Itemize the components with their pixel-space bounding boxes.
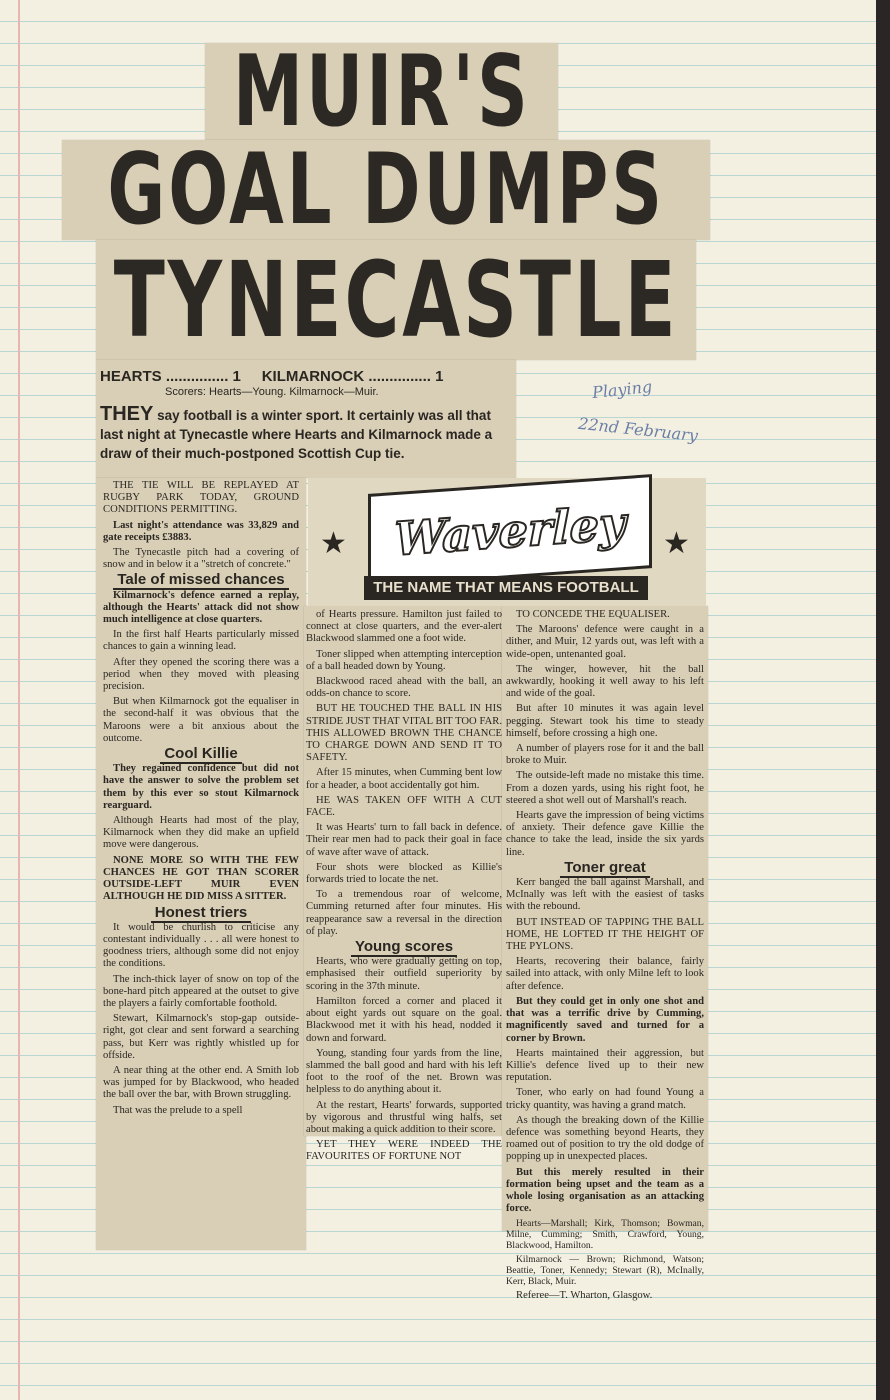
article-column-2 [306, 609, 502, 1167]
hearts-lineup: Hearts—Marshall; Kirk, Thomson; Bowman, Milne, Cumming; Smith, Crawford, Young, Blackwood, Hamilton. [506, 1218, 704, 1252]
intro-text: say football is a winter sport. It certainly was all that last night at Tynecastle where Hearts and Kilmarnock made a draw of their much-postponed Scottish Cup tie. [100, 408, 493, 461]
headline-text-3: TYNECASTLE [113, 240, 679, 360]
subheading-text: Tale of missed chances [113, 571, 288, 590]
paragraph: The winger, however, hit the ball awkwardly, hooking it well away to his left and wide of the goal. [506, 663, 704, 700]
paragraph: Hearts, recovering their balance, fairly sailed into attack, with only Milne left to look after defence. [506, 956, 704, 992]
intro-dropcap: THEY [100, 403, 154, 425]
paragraph: Hearts, who were gradually getting on top, emphasised their outfield superiority by scoring in the 37th minute. [306, 956, 502, 992]
home-goals: 1 [232, 368, 241, 385]
subheading-text: Toner great [560, 859, 649, 878]
paragraph: The inch-thick layer of snow on top of the bone-hard pitch appeared at the outset to give the players a fairly comfortable foothold. [103, 973, 299, 1009]
paragraph: After they opened the scoring there was a period when they moved with pleasing precision. [103, 656, 299, 693]
paragraph: Last night's attendance was 33,829 and gate receipts £3883. [103, 519, 299, 543]
home-team: HEARTS [100, 368, 162, 385]
away-dots: ............... [368, 368, 431, 385]
headline-line-3 [96, 240, 696, 360]
paragraph: Kilmarnock's defence earned a replay, although the Hearts' attack did not show much intelligence at close quarters. [103, 589, 299, 626]
paragraph: At the restart, Hearts' forwards, supported by vigorous and thrustful wing halfs, set about making a quick addition to their score. [306, 1099, 502, 1135]
paragraph: HE WAS TAKEN OFF WITH A CUT FACE. [306, 794, 502, 819]
paragraph: In the first half Hearts particularly missed chances to gain a winning lead. [103, 629, 299, 653]
paragraph: Stewart, Kilmarnock's stop-gap outside-right, got clear and sent forward a searching pass, but Kerr was rightly whistled up for offside. [103, 1013, 299, 1061]
paragraph: But when Kilmarnock got the equaliser in the second-half it was obvious that the Maroons were a bit anxious about the outcome. [103, 696, 299, 744]
headline-text-1: MUIR'S [232, 43, 531, 140]
paragraph: Hamilton forced a corner and placed it about eight yards out square on the goal. Blackwood met it with his head, nodded it down and forward. [306, 995, 502, 1044]
paragraph: BUT HE TOUCHED THE BALL IN HIS STRIDE JUST THAT VITAL BIT TOO FAR. THIS ALLOWED BROWN THE CHANCE TO CHARGE DOWN AND SEND IT TO SAFETY. [306, 703, 502, 764]
paragraph: The outside-left made no mistake this time. From a dozen yards, using his right foot, he steered a shot well out of Marshall's reach. [506, 770, 704, 806]
paragraph: It was Hearts' turn to fall back in defence. Their rear men had to pack their goal in face of wave after wave of attack. [306, 822, 502, 858]
referee-line: Referee—T. Wharton, Glasgow. [516, 1290, 653, 1302]
headline-text-2: GOAL DUMPS [107, 140, 665, 240]
waverley-advert [308, 478, 706, 606]
away-team: KILMARNOCK [261, 368, 365, 385]
subheading-text: Young scores [351, 938, 457, 957]
headline-line-2 [62, 140, 710, 240]
paragraph: As though the breaking down of the Killie defence was something beyond Hearts, they roamed out of position to try the old dodge of popping up in unexpected places. [506, 1114, 704, 1163]
home-dots: ............... [165, 368, 229, 385]
score-line [100, 368, 510, 385]
paragraph: But this merely resulted in their formation being upset and the team as a whole losing organisation as an attacking force. [506, 1166, 704, 1215]
subheading [306, 938, 502, 956]
advert-tagline: THE NAME THAT MEANS FOOTBALL [364, 576, 648, 600]
paragraph: But they could get in only one shot and that was a terrific drive by Cumming, magnificently saved and turned for a corner by Brown. [506, 995, 704, 1044]
paragraph: That was the prelude to a spell [113, 1104, 243, 1116]
paragraph: BUT INSTEAD OF TAPPING THE BALL HOME, HE LOFTED IT THE HEIGHT OF THE PYLONS. [506, 916, 704, 953]
intro-paragraph [100, 405, 505, 463]
article-column-3 [506, 609, 704, 1306]
paragraph: TO CONCEDE THE EQUALISER. [516, 609, 670, 620]
waverley-logo-box [368, 474, 652, 588]
paragraph: Kerr banged the ball against Marshall, and McInally was left with the easiest of tasks with the rebound. [506, 877, 704, 913]
paragraph: A near thing at the other end. A Smith lob was jumped for by Blackwood, who headed the ball over the bar, with Brown struggling. [103, 1064, 299, 1101]
star-icon-left: ★ [320, 526, 347, 561]
away-goals: 1 [435, 368, 444, 385]
subheading [103, 571, 299, 589]
paragraph: NONE MORE SO WITH THE FEW CHANCES HE GOT THAN SCORER OUTSIDE-LEFT MUIR EVEN ALTHOUGH HE DID MISS A SITTER. [103, 854, 299, 903]
paragraph: of Hearts pressure. Hamilton just failed to connect at close quarters, and the ever-alert Blackwood slammed one a foot wide. [306, 609, 502, 645]
kilmarnock-lineup: Kilmarnock — Brown; Richmond, Watson; Beattie, Toner, Kennedy; Stewart (R), McInally, Kerr, Black, Muir. [506, 1254, 704, 1288]
paragraph: The Maroons' defence were caught in a dither, and Muir, 12 yards out, was left with a wide-open, untenanted goal. [506, 624, 704, 660]
paragraph: But after 10 minutes it was again level pegging. Stewart took his time to steady himself, before crossing a high one. [506, 703, 704, 739]
paragraph: THE TIE WILL BE REPLAYED AT RUGBY PARK TODAY, GROUND CONDITIONS PERMITTING. [103, 480, 299, 516]
paragraph: Hearts gave the impression of being victims of anxiety. Their defence gave Killie the chance to take the lead, inside the six yards line. [506, 810, 704, 858]
subheading [103, 903, 299, 921]
paragraph: It would be churlish to criticise any contestant individually . . . all were honest to goodness triers, although some did not enjoy the conditions. [103, 921, 299, 970]
headline-line-1 [205, 43, 558, 140]
paragraph: Although Hearts had most of the play, Kilmarnock when they did make an upfield move were dangerous. [103, 815, 299, 851]
paragraph: Toner, who early on had found Young a tricky quantity, was having a grand match. [506, 1087, 704, 1111]
paragraph: A number of players rose for it and the ball broke to Muir. [506, 743, 704, 767]
subheading-text: Honest triers [151, 904, 252, 923]
page-edge-shadow [876, 0, 890, 1400]
star-icon-right: ★ [663, 526, 690, 561]
paragraph: Toner slipped when attempting interception of a ball headed down by Young. [306, 648, 502, 672]
paragraph: Hearts maintained their aggression, but Killie's defence lived up to their new reputation. [506, 1047, 704, 1084]
waverley-logo: Waverley [394, 495, 626, 567]
paragraph: YET THEY WERE INDEED THE FAVOURITES OF FORTUNE NOT [306, 1139, 502, 1163]
article-column-1 [103, 480, 299, 1120]
subheading [506, 858, 704, 876]
paragraph: Blackwood raced ahead with the ball, an odds-on chance to score. [306, 676, 502, 700]
paragraph: The Tynecastle pitch had a covering of snow and in below it a "stretch of concrete." [103, 547, 299, 571]
notebook-margin-line [18, 0, 20, 1400]
handwritten-note-1: Playing [591, 376, 653, 403]
paragraph: Young, standing four yards from the line, slammed the ball good and hard with his left foot to the roof of the net. Brown was helpless to do anything about it. [306, 1047, 502, 1096]
paragraph: After 15 minutes, when Cumming bent low for a header, a boot accidentally got him. [306, 767, 502, 791]
paragraph: Four shots were blocked as Killie's forwards tried to locate the net. [306, 861, 502, 886]
subheading [103, 745, 299, 763]
paragraph: To a tremendous roar of welcome, Cumming returned after four minutes. His reappearance saw a reversal in the direction of play. [306, 889, 502, 937]
scorers-line: Scorers: Hearts—Young. Kilmarnock—Muir. [165, 386, 379, 398]
handwritten-note-2: 22nd February [577, 413, 699, 446]
subheading-text: Cool Killie [160, 745, 241, 764]
paragraph: They regained confidence but did not have the answer to solve the problem set them by this ever so stout Kilmarnock rearguard. [103, 763, 299, 811]
